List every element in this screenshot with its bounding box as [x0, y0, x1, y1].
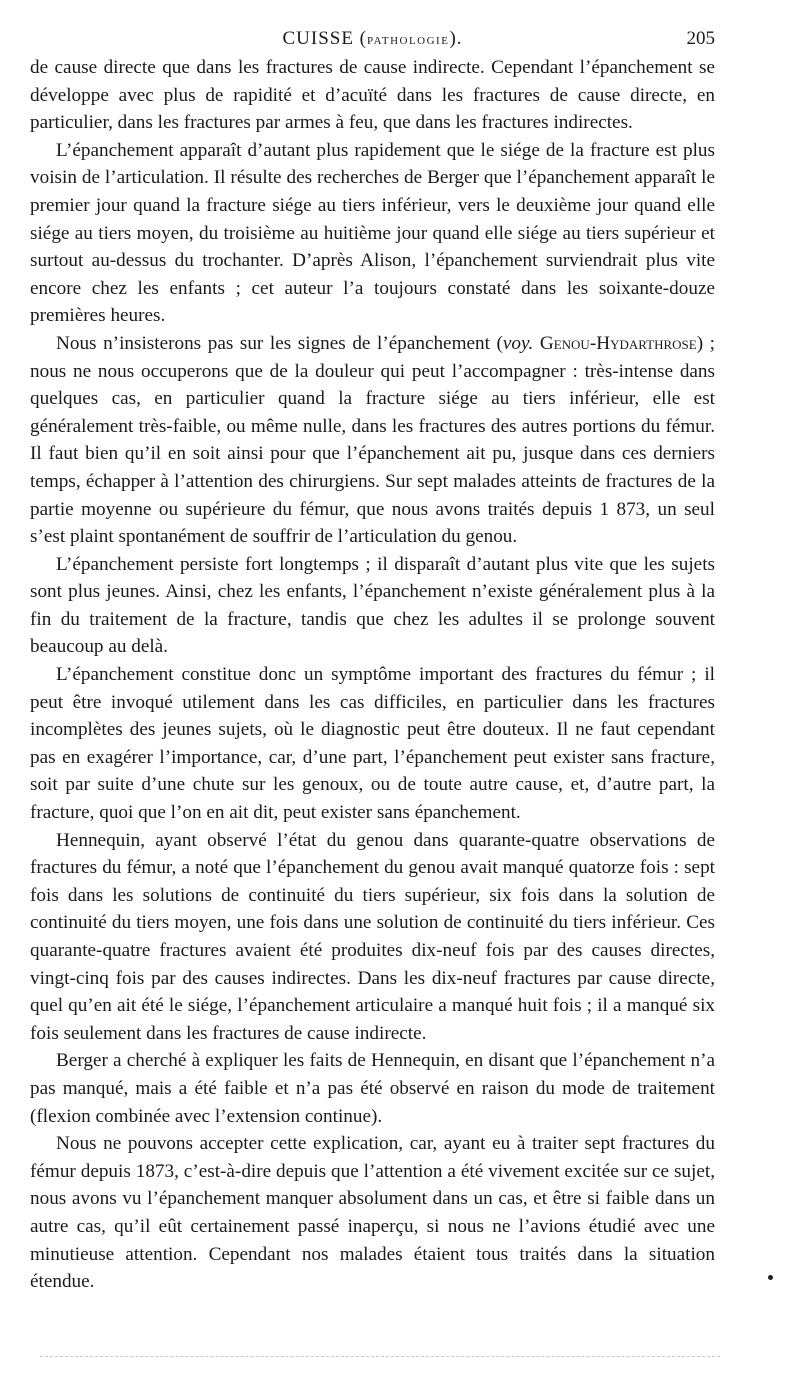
title-end: ).: [449, 28, 463, 49]
title-main: CUISSE (: [282, 28, 368, 49]
paragraph: Nous ne pouvons accepter cette explication, car, ayant eu à traiter sept fractures du fémur depuis 1873, c’est-à-dire depuis que l’attention a été vivement excitée sur ce sujet, nous avons vu l’épanchement manquer absolument dans un cas, et être si faible dans un autre cas, qu’il eût certainement passé inaperçu, si nous ne l’avions étudié avec une minutieuse attention. Cependant nos malades étaient tous traités dans la situation étendue.: [30, 1133, 715, 1293]
page-number: 205: [686, 28, 715, 49]
paragraph-text: Nous n’insisterons pas sur les signes de l’épanchement (: [56, 332, 503, 354]
paragraph: L’épanchement constitue donc un symptôme important des fractures du fémur ; il peut être invoqué utilement dans les cas difficiles, en particulier dans les fractures incomplètes des jeunes sujets, où le diagnostic peut être douteux. Il ne faut cependant pas en exagérer l’importance, car, d’une part, l’épanchement peut exister sans fracture, soit par suite d’une chute sur les genoux, ou de toute autre cause, et, d’autre part, la fracture, quoi que l’on en ait dit, peut exister sans épanchement.: [30, 664, 715, 824]
paragraph: L’épanchement persiste fort longtemps ; il disparaît d’autant plus vite que les sujets sont plus jeunes. Ainsi, chez les enfants, l’épanchement n’existe généralement plus à la fin du traitement de la fracture, tandis que chez les adultes il se prolonge souvent beaucoup au delà.: [30, 553, 715, 658]
cross-reference: Genou-Hydarthrose: [539, 332, 697, 354]
see-reference: voy.: [502, 332, 534, 354]
body-text: [30, 54, 715, 1296]
title-smallcaps: pathologie: [367, 32, 450, 48]
page: [30, 20, 715, 1296]
paragraph: L’épanchement apparaît d’autant plus rapidement que le siége de la fracture est plus voisin de l’articulation. Il résulte des recherches de Berger que l’épanchement apparaît le premier jour quand la fracture siége au tiers inférieur, vers le deuxième jour quand elle siége au tiers moyen, du troisième au huitième jour quand elle siége au tiers supérieur et surtout au-dessus du trochanter. D’après Alison, l’épanchement surviendrait plus vite encore chez les enfants ; cet auteur l’a toujours constaté dans les soixante-douze premières heures.: [30, 139, 715, 327]
paragraph-text: ) ; nous ne nous occuperons que de la douleur qui peut l’accompagner : très-intense dans quelques cas, en particulier quand la fracture siége au tiers inférieur, elle est généralement très-faible, ou même nulle, dans les fractures des autres portions du fémur. Il faut bien qu’il en soit ainsi pour que l’épanchement ait pu, jusque dans ces derniers temps, échapper à l’attention des chirurgiens. Sur sept malades atteints de fractures de la partie moyenne ou supérieure du fémur, que nous avons traités depuis 1 873, un seul s’est plaint spontanément de souffrir de l’articulation du genou.: [30, 332, 715, 548]
running-header: [30, 20, 715, 54]
running-title: [30, 28, 715, 50]
paragraph-continued: de cause directe que dans les fractures de cause indirecte. Cependant l’épanchement se développe avec plus de rapidité et d’acuïté dans les fractures de cause directe, en particulier, dans les fractures par armes à feu, que dans les fractures indirectes.: [30, 57, 715, 134]
paragraph: Berger a cherché à expliquer les faits de Hennequin, en disant que l’épanchement n’a pas manqué, mais a été faible et n’a pas été observé en raison du mode de traitement (flexion combinée avec l’extension continue).: [30, 1050, 715, 1127]
bottom-bleed-line: [40, 1356, 720, 1358]
ink-speck: [768, 1275, 773, 1280]
paragraph: [30, 330, 715, 551]
paragraph: Hennequin, ayant observé l’état du genou dans quarante-quatre observations de fractures du fémur, a noté que l’épanchement du genou avait manqué quatorze fois : sept fois dans les solutions de continuité du tiers supérieur, six fois dans la solution de continuité du tiers moyen, une fois dans une solution de continuité du tiers inférieur. Ces quarante-quatre fractures avaient été produites dix-neuf fois par des causes directes, vingt-cinq fois par des causes indirectes. Dans les dix-neuf fractures par cause directe, quel qu’en ait été le siége, l’épanchement articulaire a manqué huit fois ; il a manqué six fois seulement dans les fractures de cause indirecte.: [30, 829, 715, 1044]
